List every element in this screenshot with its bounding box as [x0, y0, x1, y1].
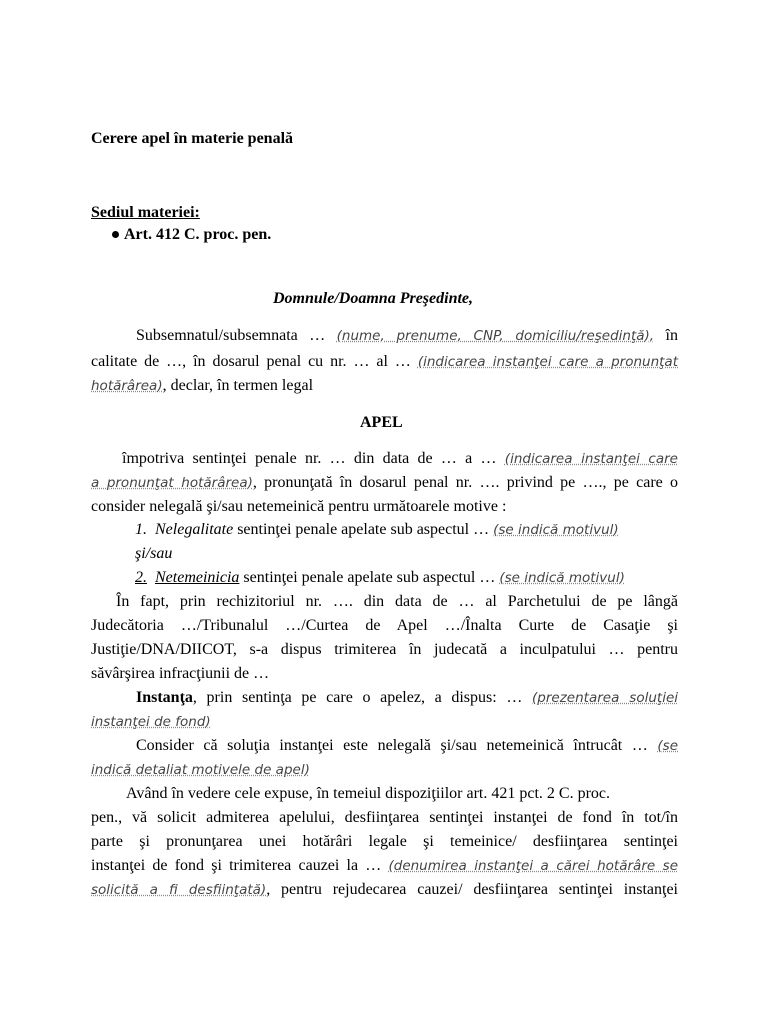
paragraph-2-line-1: împotriva sentinţei penale nr. … din data de … a … (indicarea instanţei care	[122, 450, 678, 467]
paragraph-6-line-1: Având în vedere cele expuse, în temeiul dispoziţiilor art. 421 pct. 2 C. proc.	[126, 785, 611, 802]
list-item-1-continuation: şi/sau	[135, 545, 173, 562]
paragraph-1-line-2: calitate de …, în dosarul penal cu nr. … al … (indicarea instanţei care a pronunţat	[91, 353, 678, 370]
paragraph-6-line-5: solicită a fi desfiinţată), pentru rejudecarea cauzei/ desfiinţarea sentinţei instanţei	[91, 881, 678, 898]
sediu-materiei-item: Art. 412 C. proc. pen.	[124, 226, 272, 243]
list-item-2: 2. Netemeinicia sentinţei penale apelate sub aspectul … (se indică motivul)	[135, 569, 625, 586]
apel-heading: APEL	[360, 414, 403, 431]
paragraph-5-line-2: indică detaliat motivele de apel)	[91, 762, 310, 778]
paragraph-6-line-4: instanţei de fond şi trimiterea cauzei la … (denumirea instanţei a cărei hotărâre se	[91, 857, 678, 874]
salutation: Domnule/Doamna Preşedinte,	[273, 290, 474, 307]
document-title: Cerere apel în materie penală	[91, 130, 294, 147]
paragraph-3-line-3: Justiţie/DNA/DIICOT, s-a dispus trimiterea în judecată a inculpatului … pentru	[91, 641, 678, 658]
paragraph-1-line-3: hotărârea), declar, în termen legal	[91, 377, 314, 394]
paragraph-1-line-1: Subsemnatul/subsemnata … (nume, prenume, CNP, domiciliu/reşedinţă), în	[136, 327, 678, 344]
paragraph-2-line-3: consider nelegală şi/sau netemeinică pentru următoarele motive :	[91, 498, 507, 515]
paragraph-4-line-2: instanţei de fond)	[91, 714, 211, 730]
paragraph-2-line-2: a pronunţat hotărârea), pronunţată în dosarul penal nr. …. privind pe …., pe care o	[91, 474, 678, 491]
paragraph-6-line-3: parte şi pronunţarea unei hotărâri legale şi temeinice/ desfiinţarea sentinţei	[91, 833, 678, 850]
paragraph-4-line-1: Instanţa, prin sentinţa pe care o apelez, a dispus: … (prezentarea soluţiei	[136, 689, 678, 706]
paragraph-6-line-2: pen., vă solicit admiterea apelului, desfiinţarea sentinţei instanţei de fond în tot/în	[91, 809, 678, 826]
paragraph-3-line-4: săvârşirea infracţiunii de …	[91, 665, 270, 682]
list-item-1: 1. Nelegalitate sentinţei penale apelate sub aspectul … (se indică motivul)	[135, 521, 619, 538]
paragraph-3-line-2: Judecătoria …/Tribunalul …/Curtea de Apel …/Înalta Curte de Casaţie şi	[91, 617, 678, 634]
paragraph-5-line-1: Consider că soluţia instanţei este nelegală şi/sau netemeinică întrucât … (se	[136, 737, 678, 754]
bullet-icon	[112, 231, 119, 238]
sediu-materiei-label: Sediul materiei:	[91, 204, 200, 221]
paragraph-3-line-1: În fapt, prin rechizitoriul nr. …. din data de … al Parchetului de pe lângă	[116, 593, 678, 610]
